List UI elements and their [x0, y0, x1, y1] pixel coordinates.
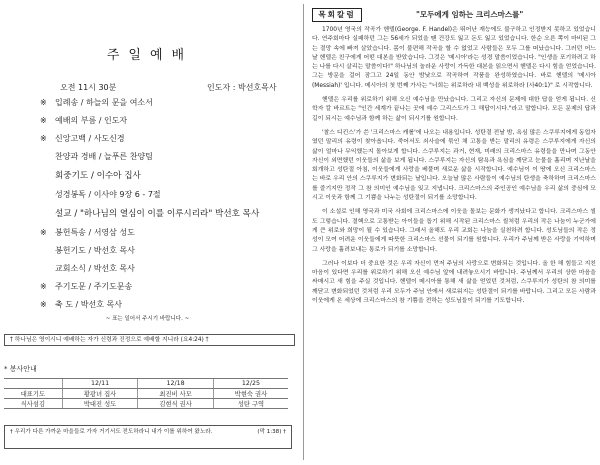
table-cell: 황광녀 집사	[62, 389, 138, 399]
order-item	[40, 98, 295, 108]
table-header-row	[4, 379, 288, 389]
verse-reference: (막 1:38) †	[257, 429, 286, 435]
column-paragraph: 헨델은 우리를 위로하기 위해 오신 예수님을 만났습니다. 그리고 자신의 문제에 대한 답을 얻게 됩니다. 신학자 칼 바르트는 "인간 세계가 끝나는 곳에 예수 그리스도가 그 해답이시다."라고 말합니다. 모든 문제의 답과 길이 되시는 예수님과 함께 하는 삶이 되시기를 원합니다.	[312, 97, 596, 122]
column-body	[312, 26, 596, 311]
order-item-label: 주기도문 / 주기도문송	[55, 282, 133, 291]
table-header-cell: 12/11	[62, 379, 138, 389]
order-item	[40, 171, 295, 181]
order-item	[40, 190, 295, 200]
order-item-label: 교회소식 / 박선호 목사	[55, 264, 135, 273]
standing-mark: ※	[40, 98, 47, 107]
table-cell: 박대진 성도	[62, 399, 138, 409]
table-cell: 최진비 사모	[138, 389, 214, 399]
verse-text: † 우리가 다른 가까운 마을들로 가자 거기서도 전도하라니 내가 이를 위하여 왔노라.	[10, 429, 213, 435]
order-item-label: 찬양과 경배 / 늘푸른 찬양팀	[55, 152, 153, 161]
verse-box	[4, 425, 292, 449]
column-title: "모두에게 임하는 크리스마스를"	[416, 10, 524, 19]
column-paragraph: 그러나 이보다 더 중요한 것은 우리 자신이 먼저 주님의 사랑으로 변화되는 것입니다. 올 한 해 힘들고 지친 마음이 있다면 우리를 위로하기 위해 오신 예수님 앞에 내려놓으시기 바랍니다. 주님께서 우리의 상한 마음을 싸매시고 새 힘을 주실 것입니다. 헨델이 메시아를 통해 새 삶을 얻었던 것처럼, 스쿠루지가 성탄의 참 의미를 깨닫고 변화되었던 것처럼 우리 모두가 주님 안에서 새로워지는 성탄절이 되기를 바랍니다. 그리고 모든 사람과 이웃에게 온 세상에 크리스마스의 참 기쁨을 전하는 성도님들이 되기를 기도합니다.	[312, 260, 596, 305]
standing-note: ~ 표는 일어서 주시기 바랍니다. ~	[105, 316, 190, 322]
service-title: 주일예배	[106, 48, 194, 63]
column-paragraph: 1700년 영국의 작곡가 헨델(George. F. Handel)은 뛰어난 재능에도 불구하고 인정받지 못하고 있었습니다. 연주회마다 실패하던 그는 56세가 되었을 땐 건강도 잃고 돈도 잃고 있었습니다. 한순 오른 쪽이 마비된 그는 절망 속에 빠져 살았습니다. 몸이 불편해 작곡을 할 수 없었고 사람들은 모두 그를 떠났습니다. 그러던 어느 날 헨델은 친구에게 어떤 대본을 받았습니다. 그것은 '메시아'라는 성경 말씀이었습니다. "인생을 포기하려고 하는 나를 다시 살리는 말씀이다!" 하나님의 놀라운 사랑이 가득한 대본을 읽으면서 헨델은 다시 힘을 얻었습니다. 그는 방문을 걸어 잠그고 24일 동안 밤낮으로 작곡하여 작품을 완성하였습니다. 바로 헨델의 '메시아(Messiah)' 입니다. 메시아의 첫 번째 가사는 "너희는 위로하라 내 백성을 위로하라 (사40:1)" 로 시작합니다.	[312, 27, 596, 89]
table-row	[4, 389, 288, 399]
order-item	[40, 152, 295, 162]
service-time: 오전 11시 30분	[60, 83, 117, 92]
table-header-cell	[4, 379, 62, 389]
standing-mark: ※	[40, 300, 47, 309]
order-item-label: 봉헌기도 / 박선호 목사	[55, 246, 135, 255]
volunteer-table	[4, 378, 288, 409]
bulletin-right-panel	[308, 0, 600, 465]
standing-mark: ※	[40, 134, 47, 143]
page-divider	[303, 4, 304, 460]
column-paragraph: 이 소설로 인해 영국과 미국 사회에 크리스마스에 이웃을 돌보는 문화가 생겨났다고 합니다. 크리스마스 씰도 그렇습니다. 결핵으로 고통받는 아이들을 돕기 위해 시작된 크리스마스 씰처럼 우리의 작은 나눔이 누군가에게 큰 위로와 희망이 될 수 있습니다. 그래서 올해도 우리 교회는 나눔을 실천하려 합니다. 성도님들의 작은 정성이 모여 어려운 이웃들에게 따뜻한 크리스마스 선물이 되기를 원합니다. 우리가 주님께 받은 사랑을 기억하며 그 사랑을 흘려보내는 통로가 되기를 소망합니다.	[312, 209, 596, 253]
column-tag: 목회칼럼	[312, 8, 362, 22]
order-item	[40, 264, 295, 274]
order-item	[40, 246, 295, 256]
table-row	[4, 399, 288, 409]
order-item-label: 설교 / "하나님의 열심이 이를 이루시리라" 박선호 목사	[55, 209, 260, 219]
standing-mark: ※	[40, 116, 47, 125]
table-cell: 식사섬김	[4, 399, 62, 409]
order-item	[40, 282, 295, 292]
order-item	[40, 116, 295, 126]
order-item-label: 축 도 / 박선호 목사	[55, 300, 122, 309]
scripture-banner: † 하나님은 영이시니 예배하는 자가 신령과 진정으로 예배할 지니라 (요4:24) †	[4, 334, 295, 346]
order-item-label: 신앙고백 / 사도신경	[55, 134, 125, 143]
column-paragraph: '찰스 디킨스'가 쓴 '크리스마스 캐롤'에 나오는 내용입니다. 성탄절 전날 밤, 욕심 많은 스쿠루지에게 동업자였던 말리의 유령이 찾아옵니다. 죽어서도 쇠사슬에 묶인 채 고통을 받는 말리의 유령은 스쿠루지에게 자신의 삶이 얼마나 무익했는지 돌아보게 합니다. 스쿠루지는 과거, 현재, 미래의 크리스마스 유령들을 만나며 그동안 자신이 외면했던 이웃들의 삶을 보게 됩니다. 스쿠루지는 자신의 탐욕과 욕심을 깨닫고 눈물을 흘리며 지난날을 회개하고 성탄절 아침, 이웃들에게 사랑을 베풀며 새로운 삶을 시작합니다. 예수님이 이 땅에 오신 크리스마스는 바로 우리 안의 스쿠루지가 변화되는 날입니다. 오늘날 많은 사람들이 예수님의 탄생을 축하하며 크리스마스를 즐기지만 정작 그 참 의미인 예수님을 잊고 지냅니다. 크리스마스의 주인공인 예수님을 우리 삶의 중심에 모시고 이웃과 함께 그 기쁨을 나누는 성탄절이 되기를 소망합니다.	[312, 129, 596, 202]
order-item-label: 봉헌특송 / 서영삼 성도	[55, 228, 135, 237]
table-header-cell: 12/25	[213, 379, 288, 389]
standing-mark: ※	[40, 282, 47, 291]
order-item	[40, 209, 295, 219]
order-item-label: 입례송 / 하늘의 문을 여소서	[55, 98, 153, 107]
table-cell: 대표기도	[4, 389, 62, 399]
order-item-label: 성경봉독 / 이사야 9장 6 - 7절	[55, 190, 161, 199]
table-cell: 김현식 권사	[138, 399, 214, 409]
order-item	[40, 300, 295, 310]
order-of-worship	[40, 98, 295, 322]
standing-mark: ※	[40, 228, 47, 237]
volunteer-heading: * 봉사안내	[4, 365, 37, 373]
table-cell: 박현숙 권사	[213, 389, 288, 399]
order-item	[40, 134, 295, 144]
order-item	[40, 228, 295, 238]
order-item-label: 예배의 부름 / 인도자	[55, 116, 128, 125]
table-cell: 성탄 구역	[213, 399, 288, 409]
order-item-label: 회중기도 / 이수아 집사	[55, 171, 141, 181]
service-leader: 인도자 : 박선호목사	[207, 83, 277, 92]
table-header-cell: 12/18	[138, 379, 214, 389]
